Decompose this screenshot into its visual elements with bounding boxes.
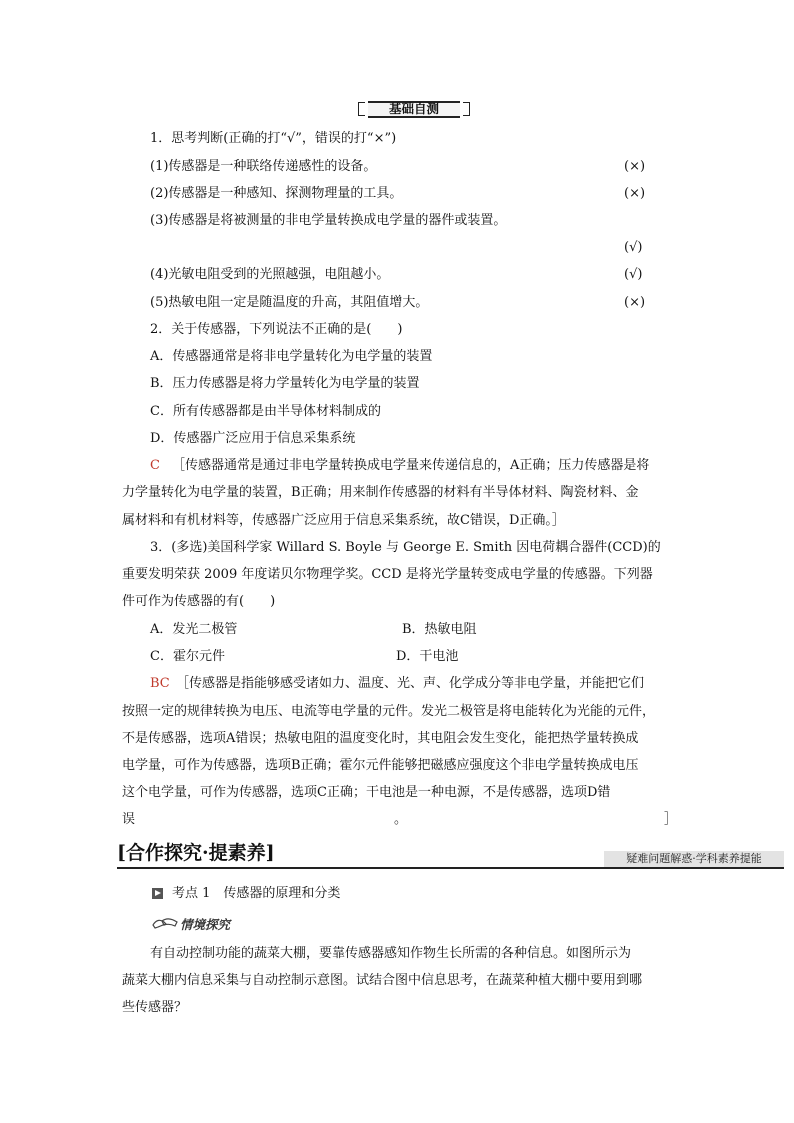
q1-item-1: (1)传感器是一种联络传递感性的设备。 bbox=[150, 159, 377, 174]
q3-stem-2: 重要发明荣获 2009 年度诺贝尔物理学奖。CCD 是将光学量转变成电学量的传感器。下列器 bbox=[122, 567, 653, 582]
scene-label: 情境探究 bbox=[180, 917, 231, 932]
section-banner bbox=[358, 100, 470, 116]
q3-option-d: D．干电池 bbox=[396, 649, 459, 664]
section-title: [合作探究·提素养] bbox=[117, 842, 275, 864]
topic-paragraph-2: 蔬菜大棚内信息采集与自动控制示意图。试结合图中信息思考，在蔬菜种植大棚中要用到哪 bbox=[122, 973, 643, 988]
q2-stem: 2．关于传感器，下列说法不正确的是( ) bbox=[150, 322, 403, 337]
q1-item-2: (2)传感器是一种感知、探测物理量的工具。 bbox=[150, 186, 403, 201]
q2-explanation-3: 属材料和有机材料等，传感器广泛应用于信息采集系统，故C错误，D正确。］ bbox=[122, 513, 565, 528]
q2-answer: C bbox=[150, 458, 160, 473]
q2-option-a: A．传感器通常是将非电学量转化为电学量的装置 bbox=[150, 349, 433, 364]
q3-option-a: A．发光二极管 bbox=[150, 622, 238, 637]
q3-explanation-tail-c: ］ bbox=[664, 812, 678, 827]
q3-explanation-3: 不是传感器，选项A错误；热敏电阻的温度变化时，其电阻会发生变化，能把热学量转换成 bbox=[122, 731, 639, 746]
q3-explanation-2: 按照一定的规律转换为电压、电流等电学量的元件。发光二极管是将电能转化为光能的元件， bbox=[122, 704, 656, 719]
q3-explanation-4: 电学量，可作为传感器，选项B正确；霍尔元件能够把磁感应强度这个非电学量转换成电压 bbox=[122, 758, 639, 773]
topic-paragraph-1: 有自动控制功能的蔬菜大棚，要靠传感器感知作物生长所需的各种信息。如图所示为 bbox=[150, 946, 632, 961]
q1-item-1-mark: (×) bbox=[624, 159, 646, 174]
q3-stem-1: 3．(多选)美国科学家 Willard S. Boyle 与 George E. Smith 因电荷耦合器件(CCD)的 bbox=[150, 540, 661, 555]
topic-paragraph-3: 些传感器？ bbox=[122, 1000, 188, 1015]
q1-item-4-mark: (√) bbox=[624, 267, 643, 282]
q3-option-c: C．霍尔元件 bbox=[150, 649, 225, 664]
q2-option-d: D．传感器广泛应用于信息采集系统 bbox=[150, 431, 356, 446]
q2-explanation-1: ［传感器通常是通过非电学量转换成电学量来传递信息的，A正确；压力传感器是将 bbox=[172, 458, 650, 473]
q2-option-b: B．压力传感器是将力学量转化为电学量的装置 bbox=[150, 376, 420, 391]
banner-title: 基础自测 bbox=[368, 101, 460, 118]
hands-icon bbox=[152, 916, 178, 930]
q3-explanation-tail-b: 。 bbox=[394, 812, 408, 827]
q3-explanation-5: 这个电学量，可作为传感器，选项C正确；干电池是一种电源，不是传感器，选项D错 bbox=[122, 785, 611, 800]
q3-explanation-tail-a: 误 bbox=[122, 812, 136, 827]
q1-stem: 1．思考判断(正确的打“√”，错误的打“×”) bbox=[150, 131, 397, 146]
q3-explanation-1: ［传感器是指能够感受诸如力、温度、光、声、化学成分等非电学量，并能把它们 bbox=[176, 676, 645, 691]
section-divider bbox=[117, 867, 784, 869]
q1-item-3: (3)传感器是将被测量的非电学量转换成电学量的器件或装置。 bbox=[150, 213, 507, 228]
banner-right-bracket bbox=[463, 102, 470, 116]
q1-item-4: (4)光敏电阻受到的光照越强，电阻越小。 bbox=[150, 267, 390, 282]
banner-left-bracket bbox=[358, 102, 365, 116]
q2-option-c: C．所有传感器都是由半导体材料制成的 bbox=[150, 404, 381, 419]
topic-heading: 考点 1 传感器的原理和分类 bbox=[172, 886, 341, 901]
q2-explanation-2: 力学量转化为电学量的装置，B正确；用来制作传感器的材料有半导体材料、陶瓷材料、金 bbox=[122, 485, 639, 500]
q3-option-b: B．热敏电阻 bbox=[402, 622, 477, 637]
q1-item-5-mark: (×) bbox=[624, 295, 646, 310]
play-arrow-icon bbox=[152, 888, 163, 899]
q1-item-3-mark: (√) bbox=[624, 240, 643, 255]
q3-stem-3: 件可作为传感器的有( ) bbox=[122, 594, 276, 609]
section-tag: 疑难问题解惑·学科素养提能 bbox=[604, 851, 784, 867]
q1-item-5: (5)热敏电阻一定是随温度的升高，其阻值增大。 bbox=[150, 295, 429, 310]
q1-item-2-mark: (×) bbox=[624, 186, 646, 201]
q3-answer: BC bbox=[150, 676, 170, 691]
